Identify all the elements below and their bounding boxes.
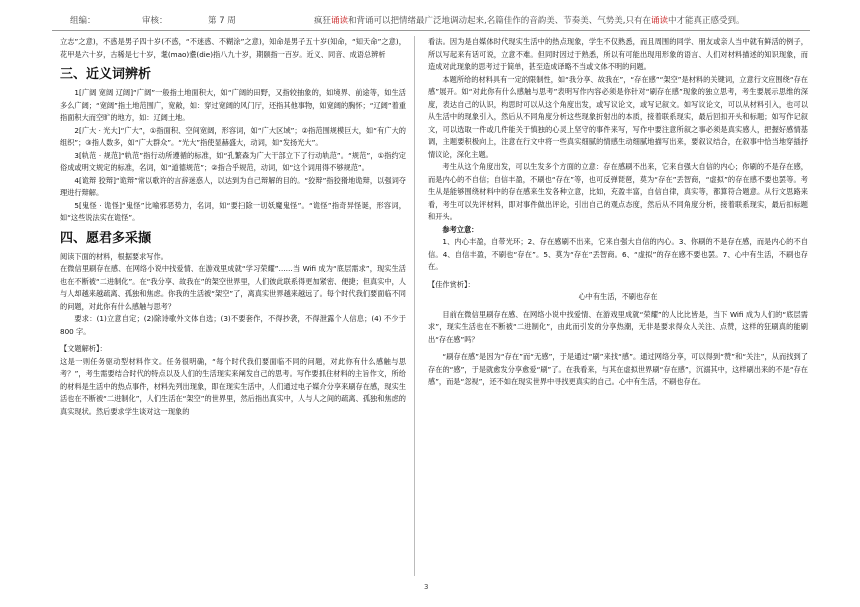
week-label: 第 7 周	[208, 16, 236, 26]
motto-highlight: 诵读	[331, 16, 349, 26]
column-divider	[414, 36, 415, 576]
essay-label: 【佳作赏析】：	[428, 279, 475, 289]
list-item: 1[广阔 宽阔 辽阔]“广阔”一般指土地面积大，如“广阔的田野，又指较抽象的，如境界、前途等，如生活多么广阔；“宽阔”指土地范围广，宽敞，如：穿过宽阔的风门厅，还指其他事物，如宽阔的胸怀；“辽阔”着重指面积大而空旷的地方，如：辽阔土地。	[60, 88, 406, 122]
paragraph: 本题所给的材料具有一定的限制性，如“我分享、故我在”，“存在感”“架空”是材料的关键词，立意行文应围绕“存在感”展开。如“对此你有什么感触与思考”表明写作内容必须是你针对“刷存在感”现象的独立思考，考生要展示思维的深度，表达自己的认识，构思时可以从这个角度出发，或写议论文，或写记叙文。如写议论文，可以从材料引入，也可以从生活中的现象引入，然后从不同角度分析这些现象折射出的本质，接着联系现实，最后回扣开头和标题；如写作记叙文，可以选取一件或几件能关于慎独的心灵上坚守的事件来写，写作中要注意所叙之事必须是真实感人，把握好感情基调，主题要积极向上，注意在行文中将一些真实细腻的情感生动细腻地描写出来，要叙议结合，在叙事中恰当地穿插抒情议论，深化主题。	[428, 74, 808, 159]
motto-highlight: 诵读	[650, 16, 668, 26]
analysis-title: 【文题解析】：	[60, 344, 107, 353]
left-column	[60, 36, 406, 418]
paragraph: 考生从这个角度出发，可以生发多个方面的立意：存在感刷不出来，它来自强大自信的内心；你刷的不是存在感，而是内心的不自信；自信丰盈，不刷也“存在”等，也可反弹琵琶，莫为“存在”丢智商，“虚拟”的存在感不要也罢等。考生从是能够围绕材料中的存在感来生发各种立意，比如，充盈丰富，自信自律，真实等，都算符合题意。从行文思路来看，考生可以先评材料，即对事件做出评论，引出自己的观点态度，然后从不同角度分析，接着联系现实，最后扣标题和开头。	[428, 162, 808, 221]
motto	[314, 14, 744, 26]
paragraph: 看法。因为是自媒体时代现实生活中的热点现象，学生不仅熟悉，而且周围的同学、朋友或亲人当中就有鲜活的例子，所以写起来有话可说，立意不难。但同时因过于熟悉，所以有可能出现用形象的语言、人们对材料描述的知识现象，而造成对此现象的思考过于简单，甚至造成译略不当或文体不明的问题。	[428, 37, 808, 71]
task-text: 阅读下面的材料，根据要求写作。	[60, 251, 168, 261]
group-label: 组编：	[70, 16, 96, 26]
motto-part: 和背诵可以把情绪最广泛地调动起来,名篇佳作的音韵美、节奏美、气势美,只有在	[348, 16, 651, 26]
paragraph: 立志”之意)，不惑是男子四十岁(不惑，“不迷惑、不糊涂”之意)，知命是男子五十岁(知命，“知天命”之意)，花甲是六十岁，古稀是七十岁，耄(mao)耋(die)指八九十岁，期颐指一百岁。近义、同音、成语总辨析	[60, 37, 406, 59]
reference-title: 参考立意：	[442, 224, 479, 234]
section-heading: 三、近义词辨析	[60, 67, 152, 82]
header-divider	[52, 30, 810, 31]
reference-ideas: 1、内心丰盈，自带光环；2、存在感刷不出来，它来自强大自信的内心。3、你刷的不是存在感，而是内心的不自信。4、自信丰盈，不刷也“存在”。5、莫为“存在”丢智商。6、“虚拟”的存在感不要也罢。7、心中有生活，不刷也存在。	[428, 237, 808, 271]
material-text: 在微信里刷存在感、在网络小说中找爱情、在游戏里成就“学习荣耀”……当 Wifi 成为“底层需求”，现实生活也在不断被“二进制化”。在“我分享、故我在”的架空世界里，人们彼此联系得更加紧密、便捷；但真实中，人与人却越来越疏离、孤独和焦虑。你我的生活被“架空”了，离真实世界越来越远了。每个时代我们要面临不同的问题，对此你有什么感触与思考？	[60, 264, 406, 311]
right-column	[428, 36, 808, 389]
list-item: 4[诡辩 狡辩]“诡辩”常以歌许的言辞迷惑人，以达到为自己辩解的目的。“狡辩”指狡猾地诡辩，以强词夺理进行辩解。	[60, 175, 406, 197]
list-item: 5[鬼怪 · 诡怪]“鬼怪”比喻邪恶势力，名词，如“要扫除一切妖魔鬼怪”。“诡怪”指奇异怪诞，形容词，如“这些说法实在诡怪”。	[60, 200, 406, 222]
page-number: 3	[424, 583, 429, 591]
motto-part: 疯狂	[314, 16, 332, 26]
section-heading: 四、愿君多采撷	[60, 230, 152, 246]
essay-paragraph: “刷存在感”是因为“存在”而“无感”，于是通过“刷”来找“感”。通过网络分享，可以得到“赞”和“关注”，从而找到了存在的“感”，于是就愈发分享愈爱“刷”了。在我看来，与其在虚拟世界刷“存在感”，沉溺其中，这样刷出来的不是“存在感”，而是“忽视”，还不如在现实世界中寻找更真实的自己。心中有生活，不刷也存在。	[428, 352, 808, 386]
page-header	[52, 8, 842, 30]
essay-paragraph: 目前在微信里刷存在感、在网络小说中找爱情、在游戏里成就“荣耀”的人比比皆是，当下 Wifi 成为人们的“底层需求”，现实生活也在不断被“二进制化”，由此而引发的分享热潮，无非是要求得众人关注、点赞，这样的狂刷真的能刷出“存在感”吗？	[428, 309, 808, 344]
requirements-text: 要求：(1)立意自定；(2)除诗歌外文体自选；(3)不要套作，不得抄袭，不得泄露个人信息；(4) 不少于 800 字。	[60, 314, 406, 336]
essay-title: 心中有生活，不刷也存在	[578, 292, 658, 301]
list-item: 2[广大 · 光大]“广大”，①指面积、空间宽阔，形容词，如“广大区域”；②指范围规模巨大，如“有广大的组织”；③指人数多，如“广大群众”。“光大”指使显赫盛大，动词，如“发扬光大”。	[60, 125, 406, 147]
list-item: 3[轨范 · 规范]“轨范”指行动所遵循的标准，如“孔繁森为广大干部立下了行动轨范”。“规范”，①指约定俗成或明文规定的标准，名词，如“道德规范”；②指合乎规范，动词，如“这个词用得不够规范”。	[60, 150, 406, 172]
reviewer-label: 审核：	[142, 16, 168, 26]
motto-part: 中才能真正感受到。	[667, 16, 745, 26]
analysis-text: 这是一则任务驱动型材料作文。任务很明确，“每个时代我们要面临不同的问题，对此你有什么感触与思考？”，考生需要结合时代的特点以及人们的生活现实来阐发自己的思考。写作要抓住材料的主旨作文，所给的材料是生活中的热点事件，材料先列出现象，即在现实生活中，人们通过电子媒介分享来刷存在感，现实生活也在不断被“二进制化”，人们生活在“架空”的世界里，然后指出真实中，人与人之间的疏离、孤独和焦虑的真实现状。然后要求学生谈对这一现象的	[60, 356, 406, 416]
